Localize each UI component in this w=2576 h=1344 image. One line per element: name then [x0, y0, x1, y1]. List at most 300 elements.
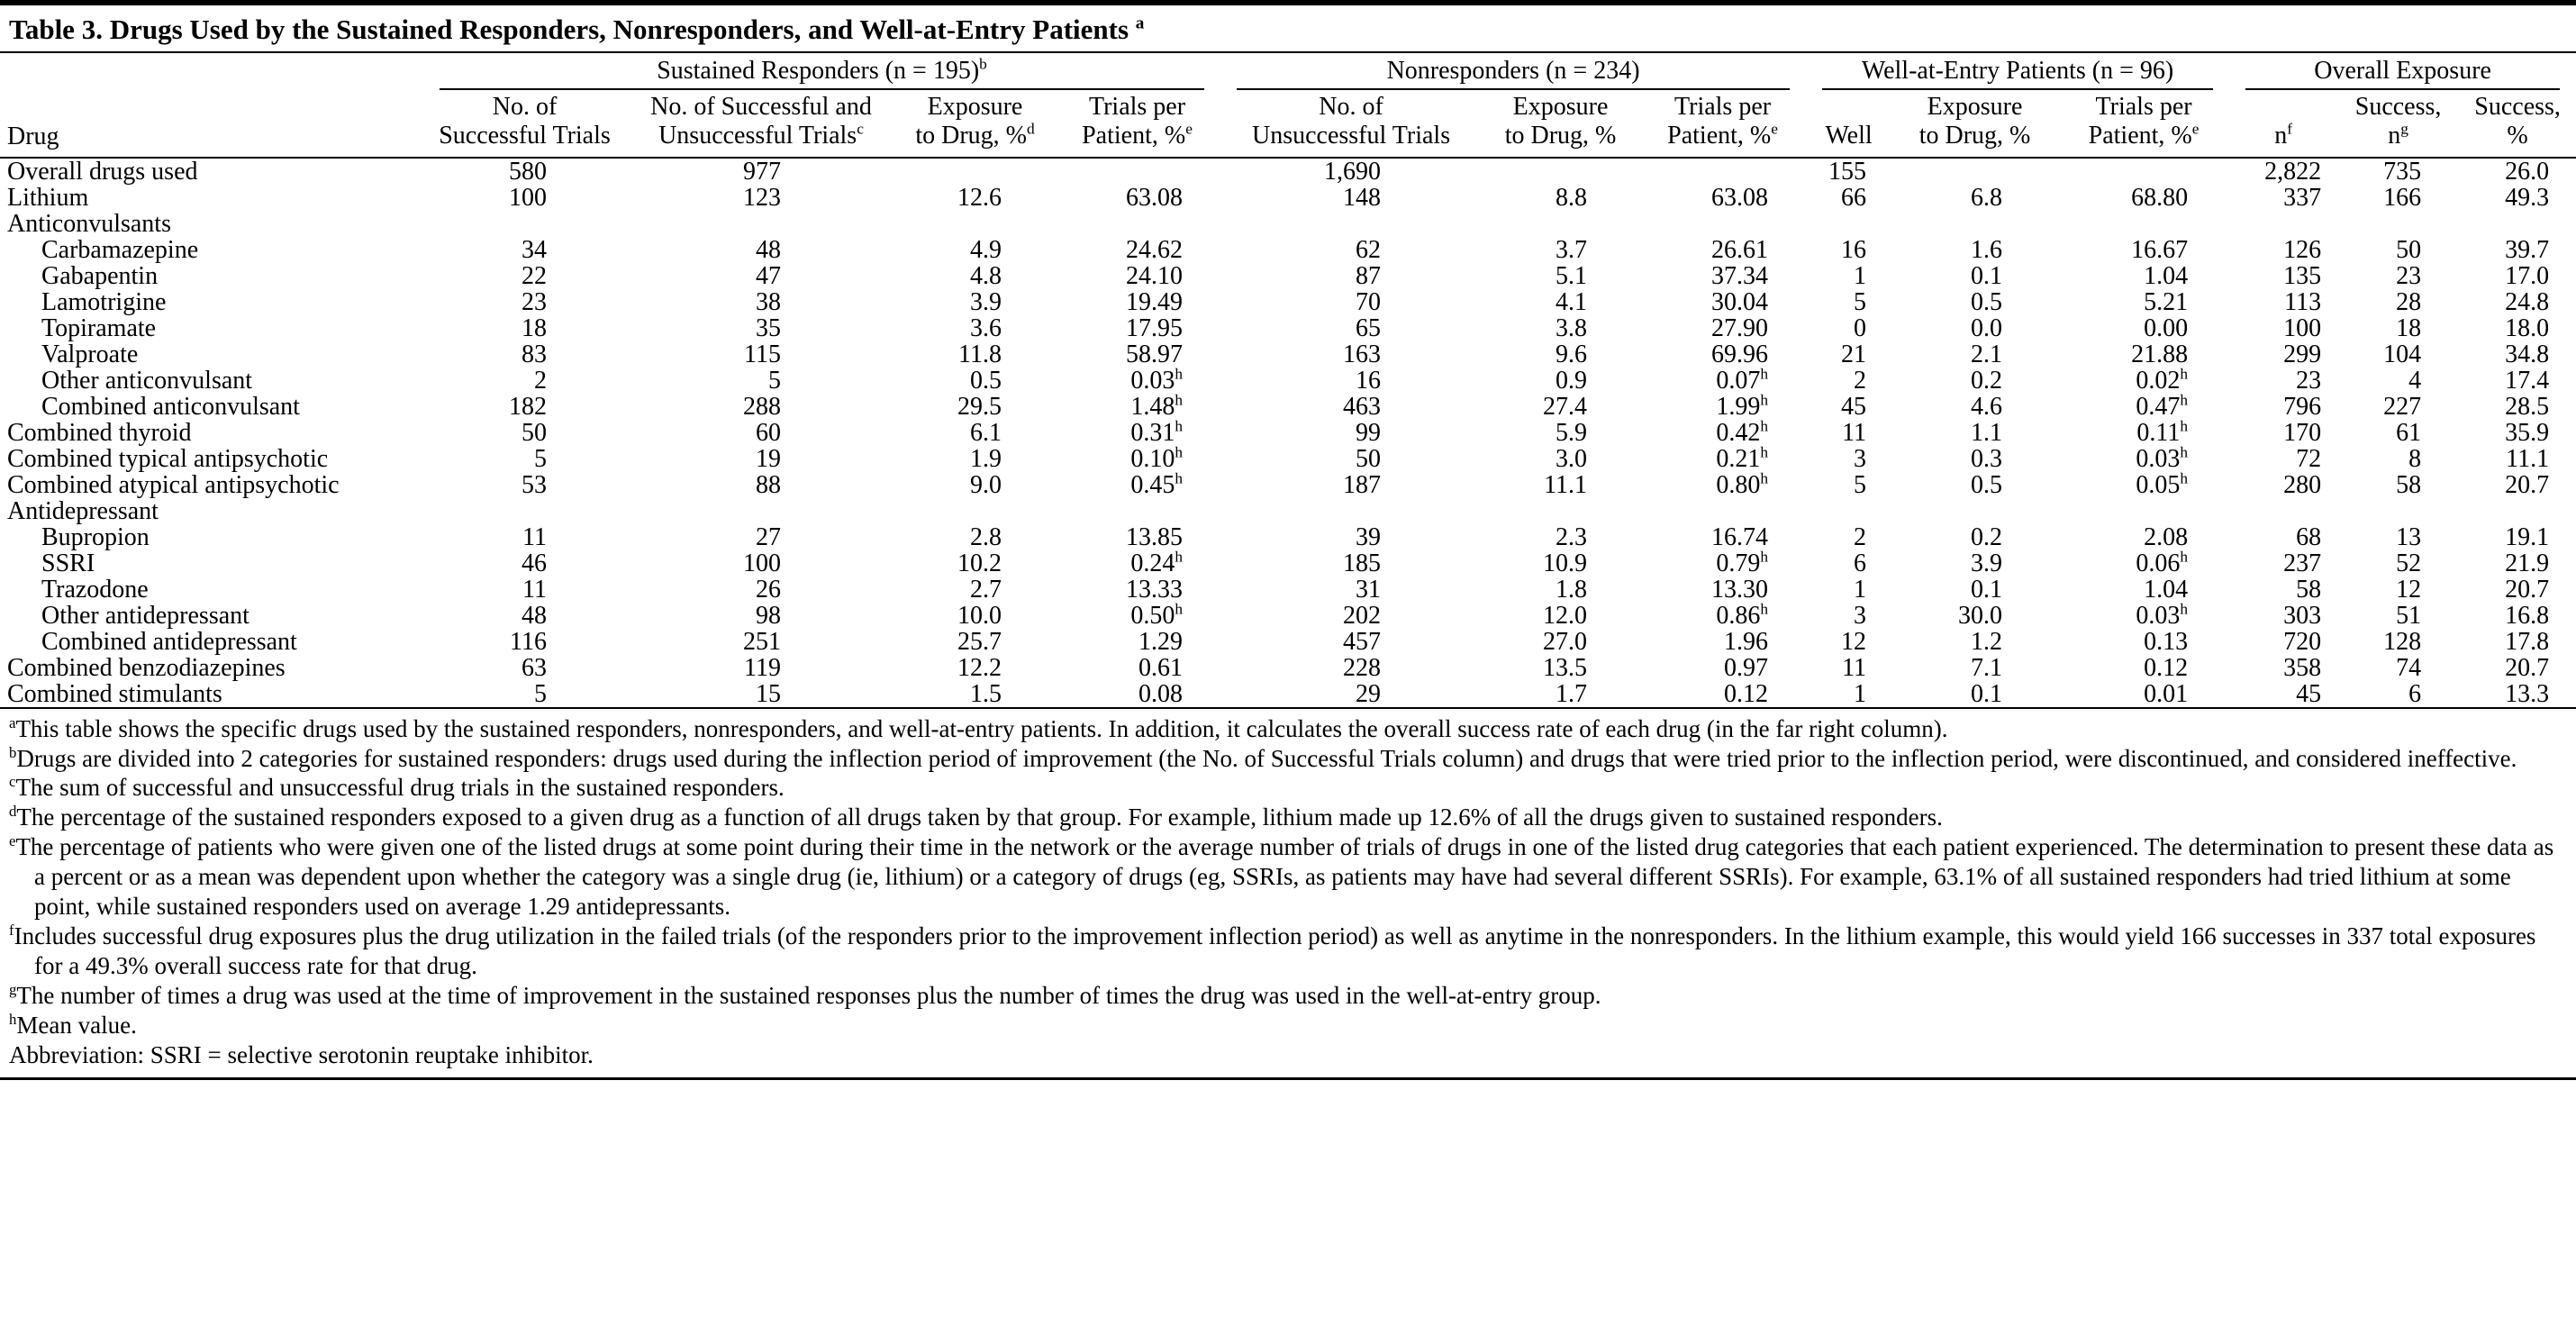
table-row [0, 289, 2576, 315]
value-cell: 17.4 [2505, 366, 2550, 395]
column-group-3 [1806, 53, 2229, 90]
value-cell: 119 [744, 653, 781, 682]
table-header [0, 53, 2576, 157]
value-cell: 60 [756, 418, 781, 447]
value-cell: 63.08 [1126, 183, 1184, 212]
value-cell: 16.8 [2505, 601, 2550, 630]
value-cell: 735 [2383, 157, 2422, 186]
value-cell: 16.74 [1711, 522, 1769, 551]
drug-name: Combined anticonvulsant [41, 392, 300, 421]
value-cell: 0.21$^h$ [1716, 443, 1769, 473]
value-cell: 0.06$^h$ [2136, 548, 2189, 577]
value-cell: 288 [743, 392, 781, 421]
value-cell: 12.2 [957, 653, 1002, 682]
value-cell: 11 [1842, 653, 1867, 682]
table-title: Table 3. Drugs Used by the Sustained Responders, Nonresponders, and Well-at-Entry Patients $^a$ [0, 5, 2576, 53]
table-row [0, 603, 2576, 629]
value-cell: 17.8 [2505, 627, 2550, 656]
value-cell: 11.1 [1544, 470, 1588, 499]
value-cell: 0.5 [1971, 470, 2003, 499]
value-cell: 4 [2408, 366, 2422, 395]
value-cell: 5 [1854, 287, 1867, 316]
value-cell: 299 [2283, 340, 2322, 368]
value-cell: 6 [1854, 549, 1867, 577]
column-header: $n^f$ [2274, 121, 2292, 150]
value-cell [626, 211, 896, 237]
value-cell: 0.1 [1971, 679, 2003, 708]
table-row [0, 158, 2576, 185]
value-cell: 4.8 [970, 261, 1002, 290]
value-cell: 61 [2396, 418, 2422, 447]
value-cell [1639, 498, 1806, 524]
table-row [0, 681, 2576, 708]
value-cell: 37.34 [1711, 261, 1769, 290]
value-cell: 39 [1356, 522, 1382, 551]
value-cell: 5.1 [1556, 261, 1588, 290]
value-cell: 3.7 [1556, 235, 1588, 264]
value-cell: 155 [1828, 157, 1867, 186]
value-cell: 104 [2383, 340, 2422, 368]
value-cell: 0.42$^h$ [1716, 417, 1769, 447]
value-cell: 5 [1854, 470, 1867, 499]
footnote-d: $^d$The percentage of the sustained responders exposed to a given drug as a function of all drugs taken by that group. For example, lithium made up 12.6% of all the drugs given to sustained responders. [9, 803, 1943, 831]
value-cell [1891, 211, 2058, 237]
table-row [0, 315, 2576, 341]
value-cell: 1.04 [2144, 575, 2189, 604]
value-cell: 4.9 [970, 235, 1002, 264]
column-group-2 [1220, 53, 1806, 90]
value-cell [1482, 498, 1639, 524]
value-cell: 3.0 [1556, 444, 1588, 473]
value-cell: 126 [2283, 235, 2322, 264]
drug-name: Combined typical antipsychotic [7, 444, 329, 473]
value-cell: 0.5 [970, 366, 1002, 395]
value-cell: 58 [2396, 470, 2422, 499]
column-group-1 [423, 53, 1220, 90]
value-cell: 116 [510, 627, 547, 656]
value-cell: 50 [2396, 235, 2422, 264]
value-cell: 11.8 [958, 340, 1002, 368]
table-row [0, 211, 2576, 237]
value-cell: 63 [522, 653, 547, 682]
drug-name: Other anticonvulsant [41, 366, 253, 395]
value-cell: 15 [756, 679, 781, 708]
value-cell: 27.4 [1543, 392, 1588, 421]
table-row [0, 185, 2576, 211]
value-cell: 58 [2296, 575, 2322, 604]
value-cell: 0.61 [1138, 653, 1184, 682]
value-cell: 19 [756, 444, 781, 473]
value-cell: 2.1 [1971, 340, 2003, 368]
value-cell: 1.5 [970, 679, 1002, 708]
drug-name: Other antidepressant [41, 601, 249, 630]
value-cell: 202 [1343, 601, 1382, 630]
drug-name: Combined antidepressant [41, 627, 297, 656]
column-header: No. of Unsuccessful Trials [1251, 93, 1451, 150]
value-cell: 1.48$^h$ [1130, 391, 1184, 421]
value-cell: 11.1 [2506, 444, 2550, 473]
value-cell: 10.2 [957, 549, 1002, 577]
value-cell: 1.9 [970, 444, 1002, 473]
value-cell: 29 [1356, 679, 1382, 708]
value-cell: 16 [1841, 235, 1867, 264]
drug-name: Valproate [41, 340, 139, 368]
value-cell: 12.0 [1543, 601, 1588, 630]
value-cell: 0.13 [2144, 627, 2189, 656]
value-cell: 3.8 [1556, 313, 1588, 342]
value-cell: 83 [522, 340, 547, 368]
column-header: Exposure to Drug, % [1918, 93, 2031, 150]
drug-name: Carbamazepine [41, 235, 199, 264]
value-cell: 21.88 [2131, 340, 2189, 368]
value-cell: 2 [1854, 522, 1867, 551]
value-cell: 23 [522, 287, 547, 316]
value-cell: 49.3 [2505, 183, 2550, 212]
table-row [0, 629, 2576, 655]
drug-name: Topiramate [41, 313, 157, 342]
value-cell: 9.0 [970, 470, 1002, 499]
value-cell [2229, 211, 2337, 237]
value-cell: 0.07$^h$ [1716, 365, 1769, 395]
value-cell: 45 [1841, 392, 1867, 421]
drug-name: Trazodone [41, 575, 149, 604]
value-cell: 1.29 [1138, 627, 1184, 656]
value-cell [2058, 158, 2229, 185]
value-cell: 3 [1854, 601, 1867, 630]
footnote-e: $^e$The percentage of patients who were given one of the listed drugs at some point during their time in the network or the average number of trials of drugs in one of the listed drug categories that each patient experienced. The determination to present these data as a percent or as a mean was dependent upon whether the category was a single drug (ie, lithium) or a category of drugs (eg, SSRIs, as patients may have had several different SSRIs). For example, 63.1% of all sustained responders had tried lithium at some point, while sustained responders used on average 1.29 antidepressants. [9, 832, 2554, 921]
value-cell: 27.90 [1711, 313, 1769, 342]
value-cell: 1.1 [1971, 418, 2003, 447]
value-cell: 46 [522, 549, 547, 577]
value-cell: 23 [2296, 366, 2322, 395]
value-cell: 100 [509, 183, 547, 212]
value-cell: 128 [2383, 627, 2422, 656]
table-row [0, 368, 2576, 394]
value-cell: 5.21 [2144, 287, 2189, 316]
drug-name: Overall drugs used [7, 157, 198, 186]
value-cell: 53 [522, 470, 547, 499]
value-cell: 28.5 [2505, 392, 2550, 421]
drug-name: Anticonvulsants [7, 209, 171, 238]
value-cell [1482, 211, 1639, 237]
value-cell [896, 158, 1054, 185]
value-cell: 65 [1356, 313, 1382, 342]
value-cell: 0.45$^h$ [1130, 469, 1184, 499]
value-cell: 113 [2284, 287, 2322, 316]
value-cell: 20.7 [2505, 653, 2550, 682]
value-cell: 11 [522, 575, 547, 604]
value-cell: 66 [1841, 183, 1867, 212]
value-cell: 1.2 [1971, 627, 2003, 656]
value-cell: 5 [768, 366, 781, 395]
value-cell: 18 [2396, 313, 2422, 342]
value-cell: 98 [756, 601, 781, 630]
value-cell: 20.7 [2505, 470, 2550, 499]
bottom-rule [0, 1077, 2576, 1080]
value-cell [2337, 498, 2459, 524]
value-cell: 796 [2283, 392, 2322, 421]
value-cell: 31 [1356, 575, 1382, 604]
table-row [0, 446, 2576, 472]
value-cell: 115 [744, 340, 781, 368]
table-row [0, 498, 2576, 524]
value-cell: 0.1 [1971, 575, 2003, 604]
value-cell: 5 [534, 444, 547, 473]
value-cell: 17.0 [2505, 261, 2550, 290]
footnote-g: $^g$The number of times a drug was used at the time of improvement in the sustained responses plus the number of times the drug was used in the well-at-entry group. [9, 981, 1601, 1009]
value-cell: 2.08 [2144, 522, 2189, 551]
value-cell: 18 [522, 313, 547, 342]
value-cell: 0.08 [1138, 679, 1184, 708]
value-cell: 0.1 [1971, 261, 2003, 290]
value-cell: 0.11$^h$ [2136, 417, 2189, 447]
value-cell [1639, 158, 1806, 185]
table-row [0, 472, 2576, 498]
value-cell: 27.0 [1543, 627, 1588, 656]
value-cell: 6.8 [1971, 183, 2003, 212]
value-cell: 21 [1841, 340, 1867, 368]
value-cell: 1 [1854, 679, 1867, 708]
value-cell: 87 [1356, 261, 1382, 290]
value-cell: 166 [2383, 183, 2422, 212]
value-cell: 227 [2383, 392, 2422, 421]
value-cell: 2 [1854, 366, 1867, 395]
value-cell: 8.8 [1556, 183, 1588, 212]
value-cell: 30.0 [1958, 601, 2003, 630]
table-row [0, 550, 2576, 577]
value-cell [1891, 498, 2058, 524]
value-cell: 977 [743, 157, 781, 186]
value-cell [2337, 211, 2459, 237]
value-cell: 63.08 [1711, 183, 1769, 212]
value-cell: 1.99$^h$ [1716, 391, 1769, 421]
column-header: Trials per Patient, %$^e$ [1667, 93, 1778, 150]
value-cell: 303 [2283, 601, 2322, 630]
value-cell: 0.24$^h$ [1130, 548, 1184, 577]
value-cell: 2.8 [970, 522, 1002, 551]
footnote-b: $^b$Drugs are divided into 2 categories for sustained responders: drugs used during the inflection period of improvement (the No. of Successful Trials column) and drugs that were tried prior to the inflection period, were discontinued, and considered ineffective. [9, 743, 2517, 772]
value-cell: 0.79$^h$ [1716, 548, 1769, 577]
value-cell: 185 [1343, 549, 1382, 577]
value-cell: 0.9 [1556, 366, 1588, 395]
value-cell: 0.47$^h$ [2136, 391, 2189, 421]
drug-name: Combined thyroid [7, 418, 192, 447]
value-cell: 251 [743, 627, 781, 656]
footnote-f: $^f$Includes successful drug exposures plus the drug utilization in the failed trials (of the responders prior to the improvement inflection period) as well as anytime in the nonresponders. In the lithium example, this would yield 166 successes in 337 total exposures for a 49.3% overall success rate for that drug. [9, 922, 2536, 980]
column-header: No. of Successful Trials [439, 93, 611, 150]
value-cell: 2,822 [2264, 157, 2322, 186]
value-cell: 0.00 [2144, 313, 2189, 342]
value-cell: 0.2 [1971, 522, 2003, 551]
group-header-row [0, 53, 2576, 90]
value-cell: 22 [522, 261, 547, 290]
value-cell: 27 [756, 522, 781, 551]
value-cell: 12 [1841, 627, 1867, 656]
value-cell: 19.1 [2505, 522, 2550, 551]
value-cell: 18.0 [2505, 313, 2550, 342]
value-cell: 13 [2396, 522, 2422, 551]
value-cell: 25.7 [957, 627, 1002, 656]
value-cell: 50 [1356, 444, 1382, 473]
value-cell: 35 [756, 313, 781, 342]
value-cell: 463 [1343, 392, 1382, 421]
value-cell [2229, 498, 2337, 524]
value-cell: 2 [534, 366, 547, 395]
value-cell: 34 [522, 235, 547, 264]
value-cell: 24.8 [2505, 287, 2550, 316]
value-cell [1220, 211, 1482, 237]
value-cell [1054, 498, 1220, 524]
value-cell [1054, 158, 1220, 185]
column-group-4 [2229, 53, 2576, 90]
value-cell: 0.05$^h$ [2136, 469, 2189, 499]
value-cell: 0.01 [2144, 679, 2189, 708]
value-cell: 69.96 [1711, 340, 1769, 368]
value-cell: 12 [2396, 575, 2422, 604]
table-row [0, 524, 2576, 550]
drug-name: Antidepressant [7, 496, 159, 525]
value-cell: 24.10 [1126, 261, 1184, 290]
value-cell: 70 [1356, 287, 1382, 316]
value-cell: 28 [2396, 287, 2422, 316]
value-cell: 0.3 [1971, 444, 2003, 473]
value-cell: 39.7 [2505, 235, 2550, 264]
value-cell: 337 [2283, 183, 2322, 212]
value-cell [1482, 158, 1639, 185]
value-cell: 13.30 [1711, 575, 1769, 604]
table-row [0, 577, 2576, 603]
value-cell: 17.95 [1126, 313, 1184, 342]
value-cell: 1.7 [1556, 679, 1588, 708]
value-cell: 0.97 [1724, 653, 1769, 682]
value-cell: 1 [1854, 575, 1867, 604]
value-cell: 29.5 [957, 392, 1002, 421]
footnotes-block [0, 709, 2576, 1077]
column-header: Trials per Patient, %$^e$ [2088, 93, 2200, 150]
value-cell: 58.97 [1126, 340, 1184, 368]
value-cell: 35.9 [2505, 418, 2550, 447]
value-cell: 23 [2396, 261, 2422, 290]
value-cell: 0.12 [2144, 653, 2189, 682]
value-cell: 21.9 [2505, 549, 2550, 577]
value-cell: 51 [2396, 601, 2422, 630]
value-cell: 3 [1854, 444, 1867, 473]
value-cell [1220, 498, 1482, 524]
drugs-table [0, 53, 2576, 708]
value-cell: 0.03$^h$ [2136, 443, 2189, 473]
table-row [0, 237, 2576, 263]
value-cell: 280 [2283, 470, 2322, 499]
value-cell: 4.6 [1971, 392, 2003, 421]
value-cell: 10.9 [1543, 549, 1588, 577]
value-cell: 2.3 [1556, 522, 1588, 551]
value-cell: 187 [1343, 470, 1382, 499]
drug-name: Combined atypical antipsychotic [7, 470, 340, 499]
value-cell: 1,690 [1324, 157, 1382, 186]
value-cell: 52 [2396, 549, 2422, 577]
value-cell: 19.49 [1126, 287, 1184, 316]
column-header: No. of Successful and Unsuccessful Trials$^c$ [650, 93, 872, 150]
value-cell: 0.0 [1971, 313, 2003, 342]
value-cell: 62 [1356, 235, 1382, 264]
value-cell: 2.7 [970, 575, 1002, 604]
value-cell: 163 [1343, 340, 1382, 368]
value-cell: 12.6 [957, 183, 1002, 212]
column-group-label: Sustained Responders (n = 195)$^b$ [440, 57, 1204, 90]
value-cell: 34.8 [2505, 340, 2550, 368]
value-cell: 3.9 [970, 287, 1002, 316]
value-cell [1054, 211, 1220, 237]
value-cell: 0.5 [1971, 287, 2003, 316]
value-cell: 26 [756, 575, 781, 604]
drug-name: Combined stimulants [7, 679, 222, 708]
drug-column-header: Drug [7, 122, 59, 150]
abbreviation-note: Abbreviation: SSRI = selective serotonin reuptake inhibitor. [9, 1040, 594, 1068]
column-header: Success, $n^g$ [2354, 93, 2442, 150]
value-cell: 13.5 [1543, 653, 1588, 682]
value-cell: 88 [756, 470, 781, 499]
value-cell: 0.02$^h$ [2136, 365, 2189, 395]
drug-name: Combined benzodiazepines [7, 653, 286, 682]
value-cell: 50 [522, 418, 547, 447]
footnote-a: $^a$This table shows the specific drugs used by the sustained responders, nonresponders, and well-at-entry patients. In addition, it calculates the overall success rate of each drug (in the far right column). [9, 713, 1948, 742]
value-cell: 1.8 [1556, 575, 1588, 604]
column-header: Exposure to Drug, % [1504, 93, 1617, 150]
value-cell [1891, 158, 2058, 185]
value-cell: 74 [2396, 653, 2422, 682]
value-cell: 11 [1842, 418, 1867, 447]
value-cell: 26.0 [2505, 157, 2550, 186]
value-cell [2058, 498, 2229, 524]
column-header: Success, % [2474, 93, 2561, 150]
value-cell: 1.96 [1724, 627, 1769, 656]
value-cell: 5 [534, 679, 547, 708]
value-cell: 100 [2283, 313, 2322, 342]
value-cell [2459, 211, 2576, 237]
value-cell: 6 [2408, 679, 2422, 708]
value-cell: 48 [522, 601, 547, 630]
value-cell: 72 [2296, 444, 2322, 473]
value-cell: 0.31$^h$ [1130, 417, 1184, 447]
value-cell: 182 [509, 392, 547, 421]
value-cell: 457 [1343, 627, 1382, 656]
value-cell [1639, 211, 1806, 237]
value-cell: 10.0 [957, 601, 1002, 630]
value-cell: 0.80$^h$ [1716, 469, 1769, 499]
column-group-label: Nonresponders (n = 234) [1237, 57, 1790, 90]
value-cell: 99 [1356, 418, 1382, 447]
value-cell: 580 [509, 157, 547, 186]
value-cell: 4.1 [1556, 287, 1588, 316]
value-cell: 237 [2283, 549, 2322, 577]
value-cell: 358 [2283, 653, 2322, 682]
column-group-label: Well-at-Entry Patients (n = 96) [1822, 57, 2213, 90]
value-cell: 45 [2296, 679, 2322, 708]
value-cell: 0.12 [1724, 679, 1769, 708]
value-cell: 16.67 [2131, 235, 2189, 264]
table-row [0, 420, 2576, 446]
drug-name: Lithium [7, 183, 89, 212]
value-cell: 3.9 [1971, 549, 2003, 577]
value-cell [423, 498, 626, 524]
value-cell [1806, 211, 1891, 237]
column-header: Exposure to Drug, %$^d$ [915, 93, 1035, 150]
value-cell: 47 [756, 261, 781, 290]
value-cell: 1 [1854, 261, 1867, 290]
value-cell: 16 [1356, 366, 1382, 395]
value-cell: 11 [522, 522, 547, 551]
value-cell: 13.85 [1126, 522, 1184, 551]
